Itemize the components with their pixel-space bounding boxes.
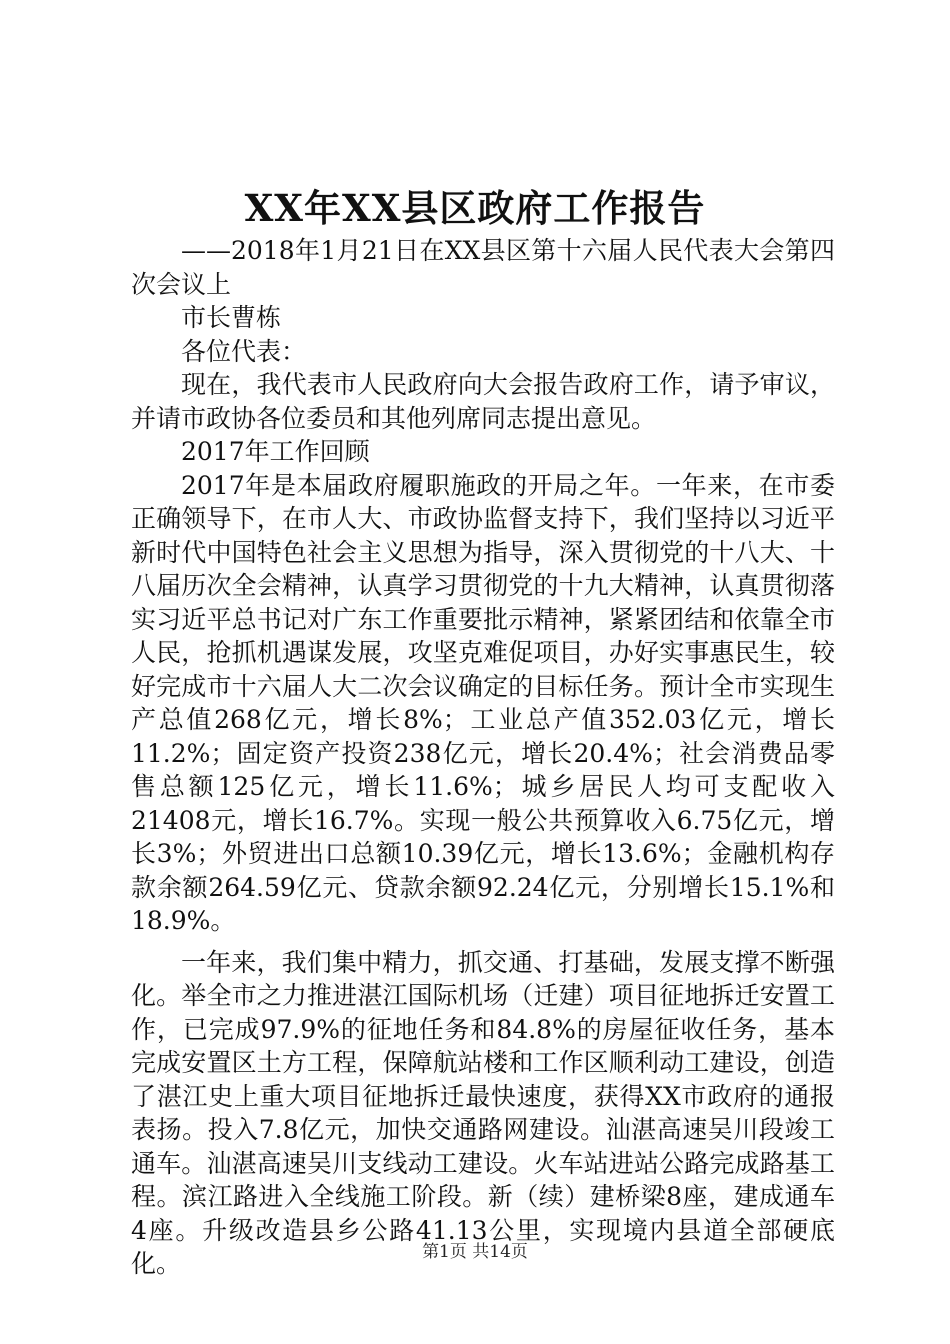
salutation: 各位代表：	[181, 336, 307, 366]
section-heading: 2017年工作回顾	[181, 437, 370, 466]
speaker-line: 市长曹栋	[181, 303, 282, 332]
document-body	[131, 234, 835, 1281]
body-paragraph: 一年来，我们集中精力，抓交通、打基础，发展支撑不断强化。举全市之力推进湛江国际机场（迁建）项目征地拆迁安置工作，已完成97.9%的征地任务和84.8%的房屋征收任务，基本完成安置区土方工程，保障航站楼和工作区顺利动工建设，创造了湛江史上重大项目征地拆迁最快速度，获得XX市政府的通报表扬。投入7.8亿元，加快交通路网建设。汕湛高速吴川段竣工通车。汕湛高速吴川支线动工建设。火车站进站公路完成路基工程。滨江路进入全线施工阶段。新（续）建桥梁8座，建成通车4座。升级改造县乡公路41.13公里，实现境内县道全部硬底化。	[131, 947, 835, 1278]
page-number-footer: 第1页 共14页	[422, 1242, 528, 1262]
opening-paragraph: 现在，我代表市人民政府向大会报告政府工作，请予审议，并请市政协各位委员和其他列席同志提出意见。	[131, 370, 835, 433]
body-paragraph: 2017年是本届政府履职施政的开局之年。一年来，在市委正确领导下，在市人大、市政协监督支持下，我们坚持以习近平新时代中国特色社会主义思想为指导，深入贯彻党的十八大、十八届历次全会精神，认真学习贯彻党的十九大精神，认真贯彻落实习近平总书记对广东工作重要批示精神，紧紧团结和依靠全市人民，抢抓机遇谋发展，攻坚克难促项目，办好实事惠民生，较好完成市十六届人大二次会议确定的目标任务。预计全市实现生产总值268亿元，增长8%；工业总产值352.03亿元，增长11.2%；固定资产投资238亿元，增长20.4%；社会消费品零售总额125亿元，增长11.6%；城乡居民人均可支配收入21408元，增长16.7%。实现一般公共预算收入6.75亿元，增长3%；外贸进出口总额10.39亿元，增长13.6%；金融机构存款余额264.59亿元、贷款余额92.24亿元，分别增长15.1%和18.9%。	[131, 470, 835, 935]
document-title: XX年XX县区政府工作报告	[244, 186, 706, 230]
meeting-subtitle: ——2018年1月21日在XX县区第十六届人民代表大会第四次会议上	[131, 236, 835, 299]
